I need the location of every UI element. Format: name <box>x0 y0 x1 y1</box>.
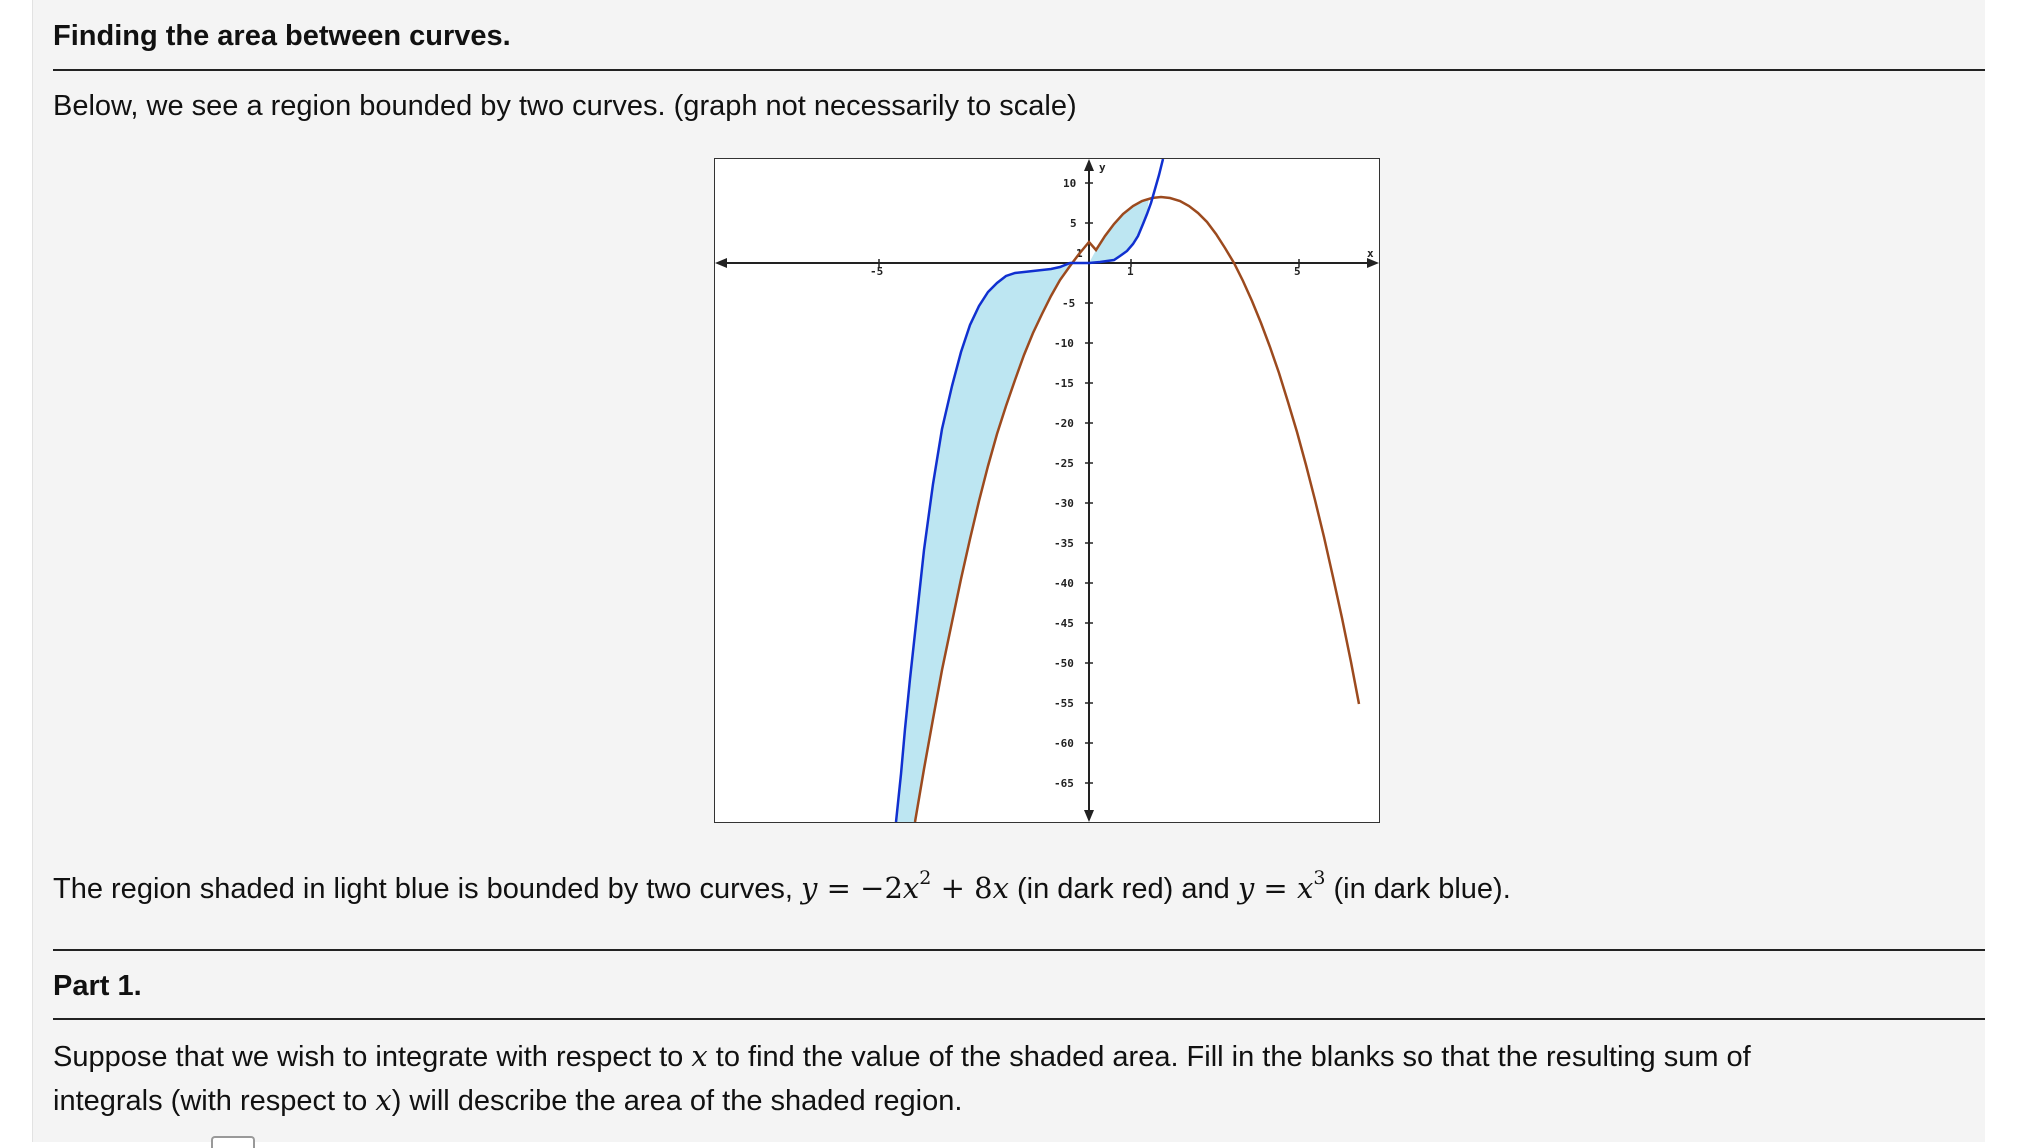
x-axis-arrow-left <box>715 258 727 268</box>
part1-line2 <box>53 1078 962 1123</box>
red-parabola-curve <box>915 197 1359 822</box>
math-text: = −2 <box>817 871 903 905</box>
part1-text: to find the value of the shaded area. Fill in the blanks so that the resulting sum of <box>707 1041 1751 1073</box>
x-axis-label: x <box>1367 247 1374 260</box>
y-tick-label: -40 <box>1054 577 1074 590</box>
y-tick-label: 10 <box>1063 177 1077 190</box>
problem-panel <box>32 0 1985 1142</box>
y-tick-label: -15 <box>1054 377 1074 390</box>
intro-text: Below, we see a region bounded by two curves. (graph not necessarily to scale) <box>53 90 1077 122</box>
math-text: = <box>1254 871 1297 905</box>
part1-text: ) will describe the area of the shaded region. <box>391 1085 963 1117</box>
y-tick-label: -10 <box>1054 337 1074 350</box>
y-tick-label: -35 <box>1054 537 1074 550</box>
y-tick-label: 5 <box>1070 217 1077 230</box>
math-var: x <box>902 871 920 905</box>
y-tick-label: -20 <box>1054 417 1074 430</box>
part1-title: Part 1. <box>53 970 142 1002</box>
description-text: (in dark red) and <box>1008 873 1238 905</box>
answer-input-box[interactable] <box>211 1136 255 1148</box>
math-exponent: 3 <box>1313 867 1326 889</box>
math-var: x <box>375 1083 392 1117</box>
x-tick-label: 1 <box>1127 265 1134 278</box>
part1-text: Suppose that we wish to integrate with respect to <box>53 1041 692 1073</box>
math-var: x <box>1296 871 1314 905</box>
y-axis-label: y <box>1099 161 1106 174</box>
math-var: y <box>1237 871 1255 905</box>
x-tick-label: -5 <box>870 265 884 278</box>
graph-canvas <box>715 159 1379 822</box>
y-tick-label: -5 <box>1062 297 1076 310</box>
y-tick-label: -50 <box>1054 657 1074 670</box>
y-tick-label: -30 <box>1054 497 1074 510</box>
divider <box>53 69 1985 71</box>
description-text: The region shaded in light blue is bounded by two curves, <box>53 873 802 905</box>
math-var: x <box>691 1039 708 1073</box>
math-var: y <box>801 871 818 905</box>
area-graph <box>714 158 1380 823</box>
y-tick-label: 1 <box>1076 247 1083 260</box>
part1-text: integrals (with respect to <box>53 1085 376 1117</box>
y-tick-label: -60 <box>1054 737 1074 750</box>
math-var: x <box>992 871 1009 905</box>
problem-title: Finding the area between curves. <box>53 20 511 52</box>
shaded-region-left <box>896 254 1079 822</box>
y-axis-arrow-up <box>1084 159 1094 171</box>
y-tick-label: -55 <box>1054 697 1074 710</box>
x-tick-label: 5 <box>1294 265 1301 278</box>
y-tick-label: -65 <box>1054 777 1074 790</box>
divider <box>53 1018 1985 1020</box>
y-tick-label: -25 <box>1054 457 1074 470</box>
y-axis-arrow-down <box>1084 810 1094 822</box>
description-text: (in dark blue). <box>1325 873 1511 905</box>
y-tick-label: -45 <box>1054 617 1074 630</box>
divider <box>53 949 1985 951</box>
math-exponent: 2 <box>919 867 932 889</box>
curves-description <box>53 866 1511 911</box>
part1-line1 <box>53 1034 1751 1079</box>
math-text: + 8 <box>931 871 993 905</box>
